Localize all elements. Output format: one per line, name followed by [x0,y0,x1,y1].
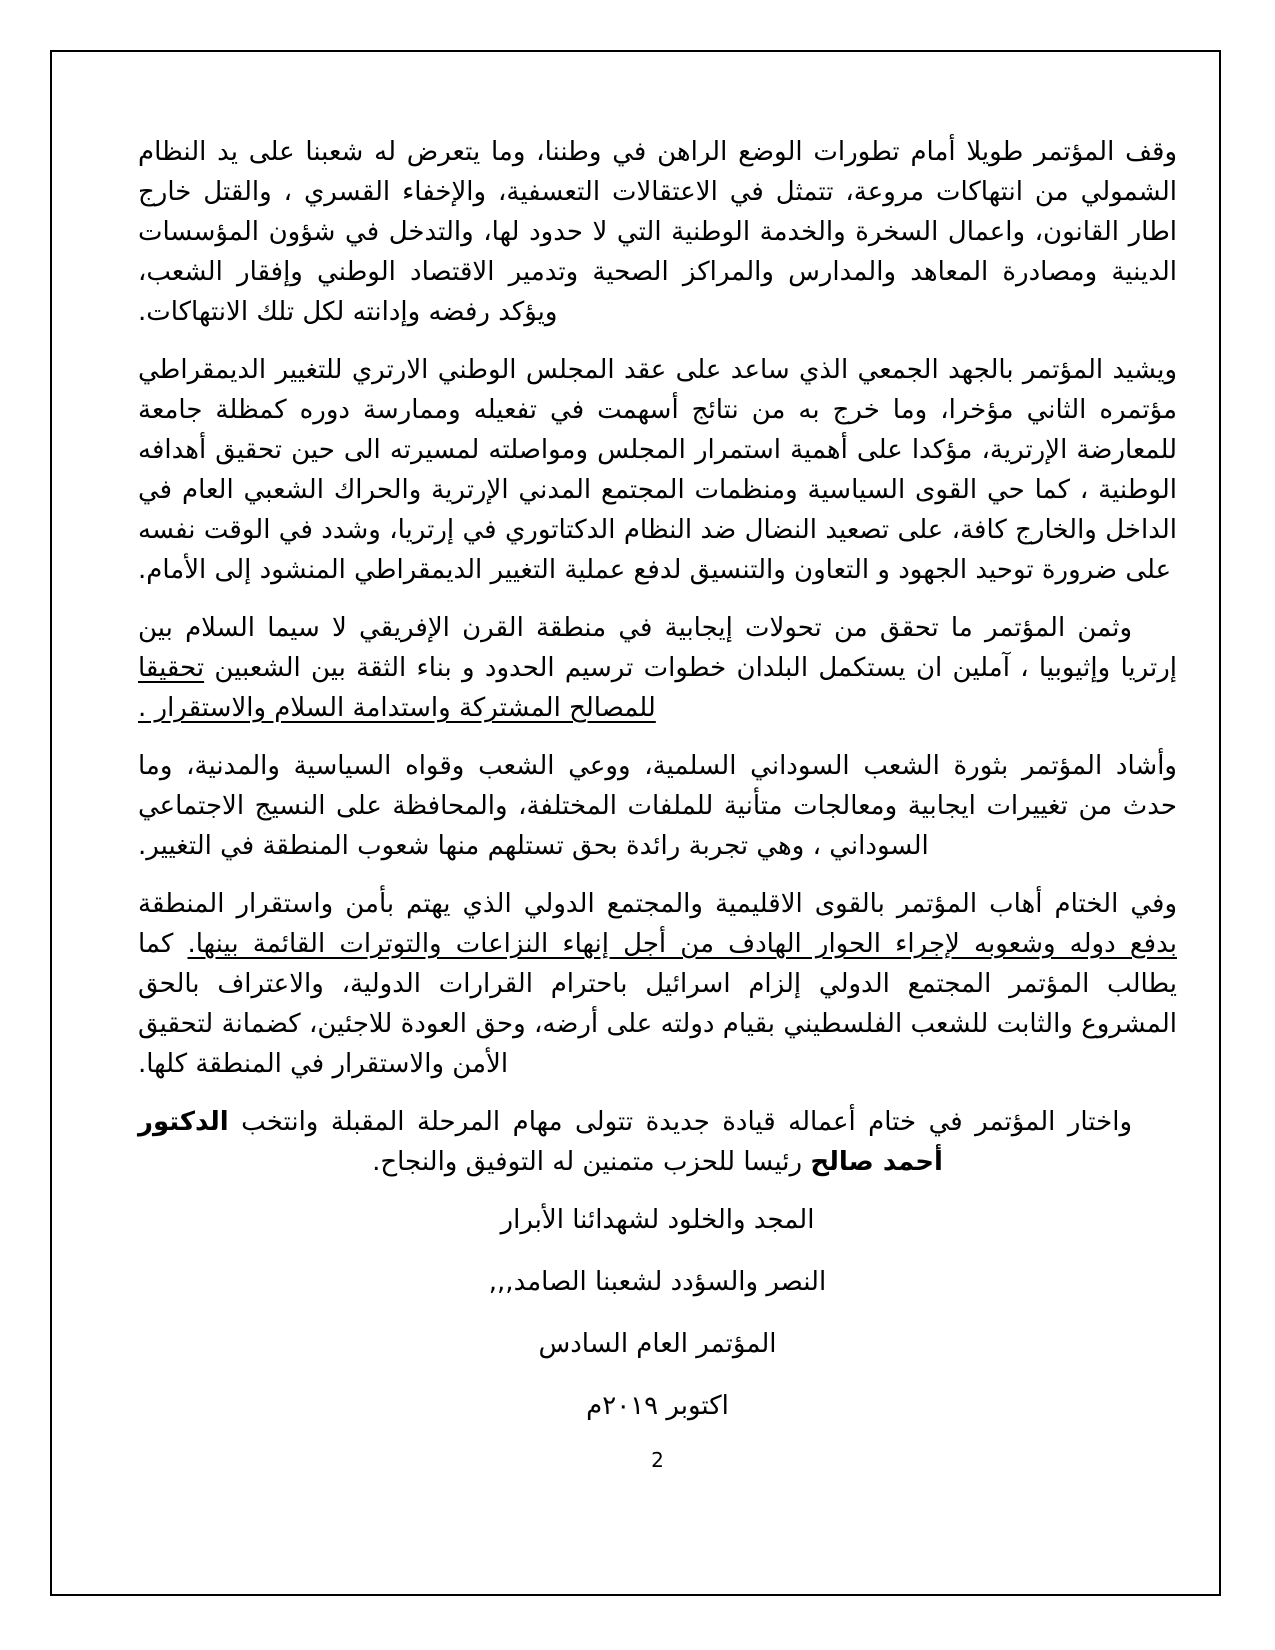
paragraph-4-text: وأشاد المؤتمر بثورة الشعب السوداني السلمية، ووعي الشعب وقواه السياسية والمدنية، وما حدث من تغييرات ايجابية ومعالجات متأنية للملفات المختلفة، والمحافظة على النسيج الاجتماعي السوداني ، وهي تجربة رائدة بحق تستلهم منها شعوب المنطقة في التغيير. [138,751,1177,861]
page-border [50,50,1221,1596]
elected-president-name: الدكتور أحمد صالح [138,1107,943,1177]
paragraph-1-text: وقف المؤتمر طويلا أمام تطورات الوضع الراهن في وطننا، وما يتعرض له شعبنا على يد النظام الشمولي من انتهاكات مروعة، تتمثل في الاعتقالات التعسفية، والإخفاء القسري ، والقتل خارج اطار القانون، واعمال السخرة والخدمة الوطنية التي لا حدود لها، والتدخل في شؤون المؤسسات الدينية ومصادرة المعاهد والمدارس والمراكز الصحية وتدمير الاقتصاد الوطني وإفقار الشعب، ويؤكد رفضه وإدانته لكل تلك الانتهاكات. [138,137,1177,327]
body-paragraph-5 [138,884,1177,1084]
paragraph-3-text: وثمن المؤتمر ما تحقق من تحولات إيجابية في منطقة القرن الإفريقي لا سيما السلام بين إرتريا وإثيوبيا ، آملين ان يستكمل البلدان خطوات ترسيم الحدود و بناء الثقة بين الشعبين [138,613,1177,683]
page-number: 2 [651,1448,664,1472]
paragraph-2-text: ويشيد المؤتمر بالجهد الجمعي الذي ساعد على عقد المجلس الوطني الارتري للتغيير الديمقراطي مؤتمره الثاني مؤخرا، وما خرج به من نتائج أسهمت في تفعيله وممارسة دوره كمظلة جامعة للمعارضة الإرترية، مؤكدا على أهمية استمرار المجلس ومواصلته لمسيرته الى حين تحقيق أهدافه الوطنية ، كما حي القوى السياسية ومنظمات المجتمع المدني الإرترية والحراك الشعبي العام في الداخل والخارج كافة، على تصعيد النضال ضد النظام الدكتاتوري في إرتريا، وشدد في الوقت نفسه على ضرورة توحيد الجهود و التعاون والتنسيق لدفع عملية التغيير الديمقراطي المنشود إلى الأمام. [138,355,1177,585]
paragraph-5-underlined-text: بدفع دوله وشعوبه لإجراء الحوار الهادف من أجل إنهاء النزاعات والتوترات القائمة بينها. [187,929,1177,959]
paragraph-6-text-after: رئيسا للحزب متمنين له التوفيق والنجاح. [372,1147,811,1177]
paragraph-5-text-after: كما يطالب المؤتمر المجتمع الدولي إلزام اسرائيل باحترام القرارات الدولية، والاعتراف بالحق المشروع والثابت للشعب الفلسطيني بقيام دولته على أرضه، وحق العودة للاجئين، كضمانة لتحقيق الأمن والاستقرار في المنطقة كلها. [138,929,1177,1079]
paragraph-5-text: وفي الختام أهاب المؤتمر بالقوى الاقليمية والمجتمع الدولي الذي يهتم بأمن واستقرار المنطقة [138,889,1177,919]
body-paragraph-4 [138,746,1177,866]
body-paragraph-2 [138,350,1177,590]
closing-line-congress: المؤتمر العام السادس [538,1329,777,1359]
closing-line-date: اكتوبر ٢٠١٩م [586,1391,729,1421]
closing-line-victory: النصر والسؤدد لشعبنا الصامد,,, [488,1267,827,1297]
closing-line-glory: المجد والخلود لشهدائنا الأبرار [500,1205,815,1235]
body-paragraph-3 [138,608,1177,728]
body-paragraph-1 [138,132,1177,332]
paragraph-6-text: واختار المؤتمر في ختام أعماله قيادة جديدة تتولى مهام المرحلة المقبلة وانتخب [228,1107,1132,1137]
paragraph-3-underlined-text: تحقيقا للمصالح المشتركة واستدامة السلام والاستقرار . [138,653,656,723]
document-content [52,52,1219,1472]
body-paragraph-6 [138,1102,1177,1182]
closing-block [138,1200,1177,1426]
